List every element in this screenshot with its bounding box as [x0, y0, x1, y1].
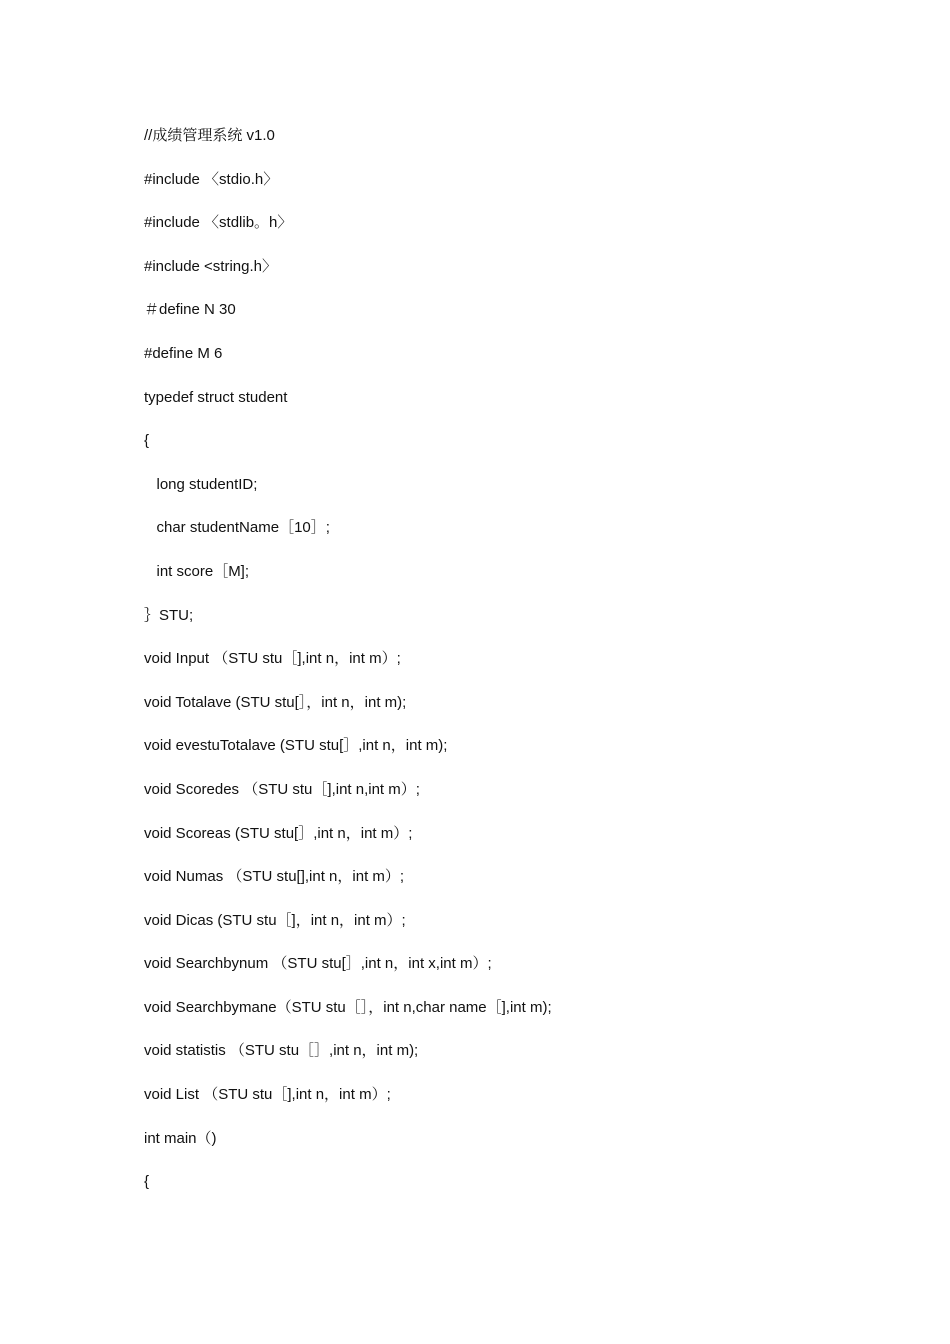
code-line-field-name: char studentName［10］;	[144, 519, 330, 537]
code-line-define-m: #define M 6	[144, 344, 223, 362]
code-line-field-score: int score［M];	[144, 562, 250, 580]
code-line-proto-statistis: void statistis （STU stu［］,int n，int m);	[144, 1042, 419, 1060]
code-line-main: int main（)	[144, 1129, 217, 1147]
code-line-proto-evestutotalave: void evestuTotalave (STU stu[］,int n，int m);	[144, 737, 448, 755]
code-line-proto-list: void List （STU stu［],int n，int m）;	[144, 1086, 391, 1104]
code-line-comment: //成绩管理系统 v1.0	[144, 127, 275, 144]
code-line-define-n: ＃define N 30	[144, 301, 236, 319]
code-line-include-stdio: #include 〈stdio.h〉	[144, 170, 279, 188]
code-line-include-string: #include <string.h〉	[144, 257, 277, 275]
code-listing	[144, 124, 552, 1214]
code-line-field-id: long studentID;	[144, 475, 258, 493]
code-line-proto-dicas: void Dicas (STU stu［]，int n，int m）;	[144, 911, 406, 929]
code-line-proto-numas: void Numas （STU stu[],int n，int m）;	[144, 868, 405, 886]
code-line-typedef: typedef struct student	[144, 388, 288, 406]
code-line-proto-input: void Input （STU stu［],int n，int m）;	[144, 650, 401, 668]
code-line-proto-totalave: void Totalave (STU stu[］，int n，int m);	[144, 693, 407, 711]
code-line-include-stdlib: #include 〈stdlib。h〉	[144, 214, 293, 232]
code-line-struct-open: {	[144, 432, 150, 450]
code-line-proto-searchbymane: void Searchbymane（STU stu［］，int n,char name［],int m);	[144, 998, 552, 1016]
code-line-struct-close: ｝STU;	[144, 606, 194, 624]
code-line-proto-scoredes: void Scoredes （STU stu［],int n,int m）;	[144, 780, 420, 798]
code-line-proto-searchbynum: void Searchbynum （STU stu[］,int n，int x,int m）;	[144, 955, 492, 973]
code-line-main-open: {	[144, 1173, 150, 1191]
code-line-proto-scoreas: void Scoreas (STU stu[］,int n，int m）;	[144, 824, 413, 842]
